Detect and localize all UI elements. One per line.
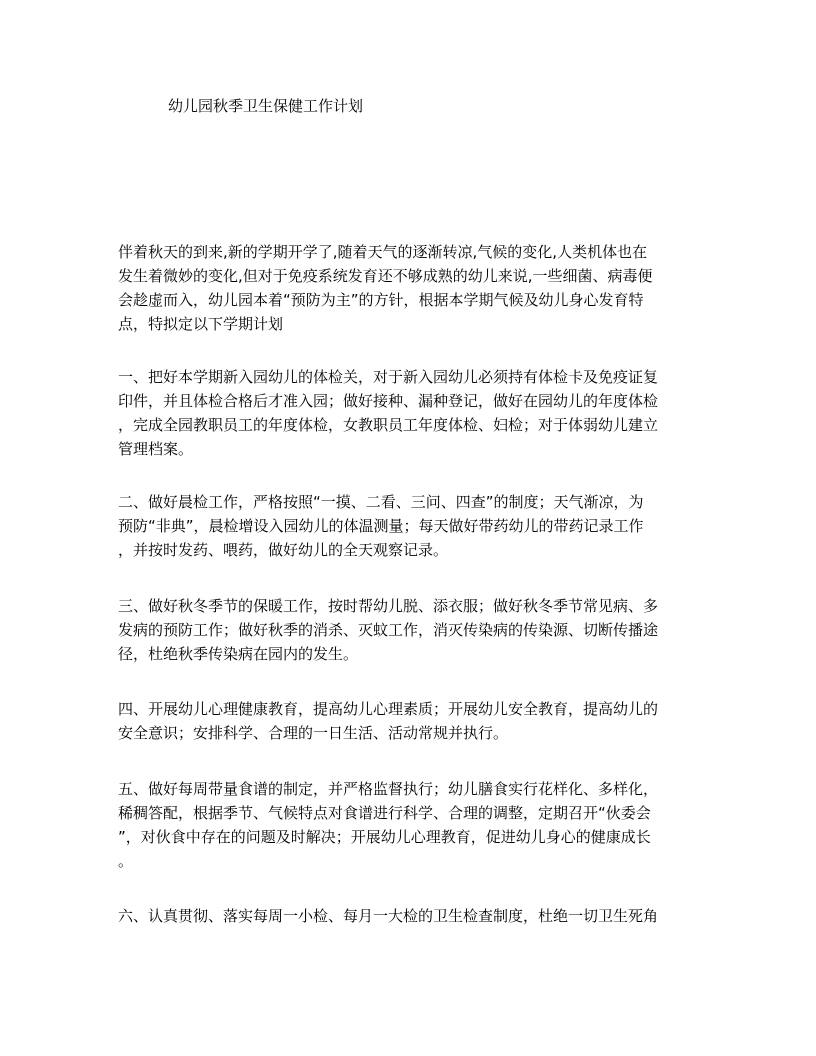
section-5-paragraph [118,777,700,873]
paragraph-line: 。 [118,852,134,870]
paragraph-line: 点，特拟定以下学期计划 [118,315,284,333]
paragraph-line: 发生着微妙的变化,但对于免疫系统发育还不够成熟的幼儿来说,一些细菌、病毒便 [118,267,653,285]
paragraph-line: ，并按时发药、喂药，做好幼儿的全天观察记录。 [118,541,449,559]
paragraph-line: 四、开展幼儿心理健康教育，提高幼儿心理素质；开展幼儿安全教育，提高幼儿的 [118,700,659,718]
paragraph-line: 印件，并且体检合格后才准入园；做好接种、漏种登记，做好在园幼儿的年度体检 [118,392,659,410]
paragraph-line: 安全意识；安排科学、合理的一日生活、活动常规并执行。 [118,724,509,742]
section-1-paragraph [118,365,700,461]
paragraph-line: ”，对伙食中存在的问题及时解决；开展幼儿心理教育，促进幼儿身心的健康成长 [118,828,651,846]
paragraph-line: 六、认真贯彻、落实每周一小检、每月一大检的卫生检查制度，杜绝一切卫生死角 [118,907,659,925]
section-3-paragraph [118,594,700,666]
paragraph-line: 伴着秋天的到来,新的学期开学了,随着天气的逐渐转凉,气候的变化,人类机体也在 [118,243,648,261]
document-title: 幼儿园秋季卫生保健工作计划 [168,97,364,115]
paragraph-line: 管理档案。 [118,440,194,458]
paragraph-line: 三、做好秋冬季节的保暖工作，按时帮幼儿脱、添衣服；做好秋冬季节常见病、多 [118,597,659,615]
paragraph-line: 会趁虚而入，幼儿园本着“预防为主”的方针，根据本学期气候及幼儿身心发育特 [118,291,644,309]
section-2-paragraph [118,490,700,562]
section-4-paragraph [118,697,700,745]
paragraph-line: 稀稠答配，根据季节、气候特点对食谱进行科学、合理的调整，定期召开“伙委会 [118,804,651,822]
paragraph-line: 一、把好本学期新入园幼儿的体检关，对于新入园幼儿必须持有体检卡及免疫证复 [118,368,659,386]
paragraph-line: 预防“非典”，晨检增设入园幼儿的体温测量；每天做好带药幼儿的带药记录工作 [118,517,644,535]
paragraph-line: 径，杜绝秋季传染病在园内的发生。 [118,645,359,663]
intro-paragraph [118,240,700,336]
paragraph-line: ，完成全园教职员工的年度体检，女教职员工年度体检、妇检；对于体弱幼儿建立 [118,416,659,434]
paragraph-line: 五、做好每周带量食谱的制定，并严格监督执行；幼儿膳食实行花样化、多样化， [118,780,659,798]
paragraph-line: 二、做好晨检工作，严格按照“一摸、二看、三问、四查”的制度；天气渐凉，为 [118,493,644,511]
paragraph-line: 发病的预防工作；做好秋季的消杀、灭蚊工作，消灭传染病的传染源、切断传播途 [118,621,659,639]
section-6-paragraph [118,904,700,928]
